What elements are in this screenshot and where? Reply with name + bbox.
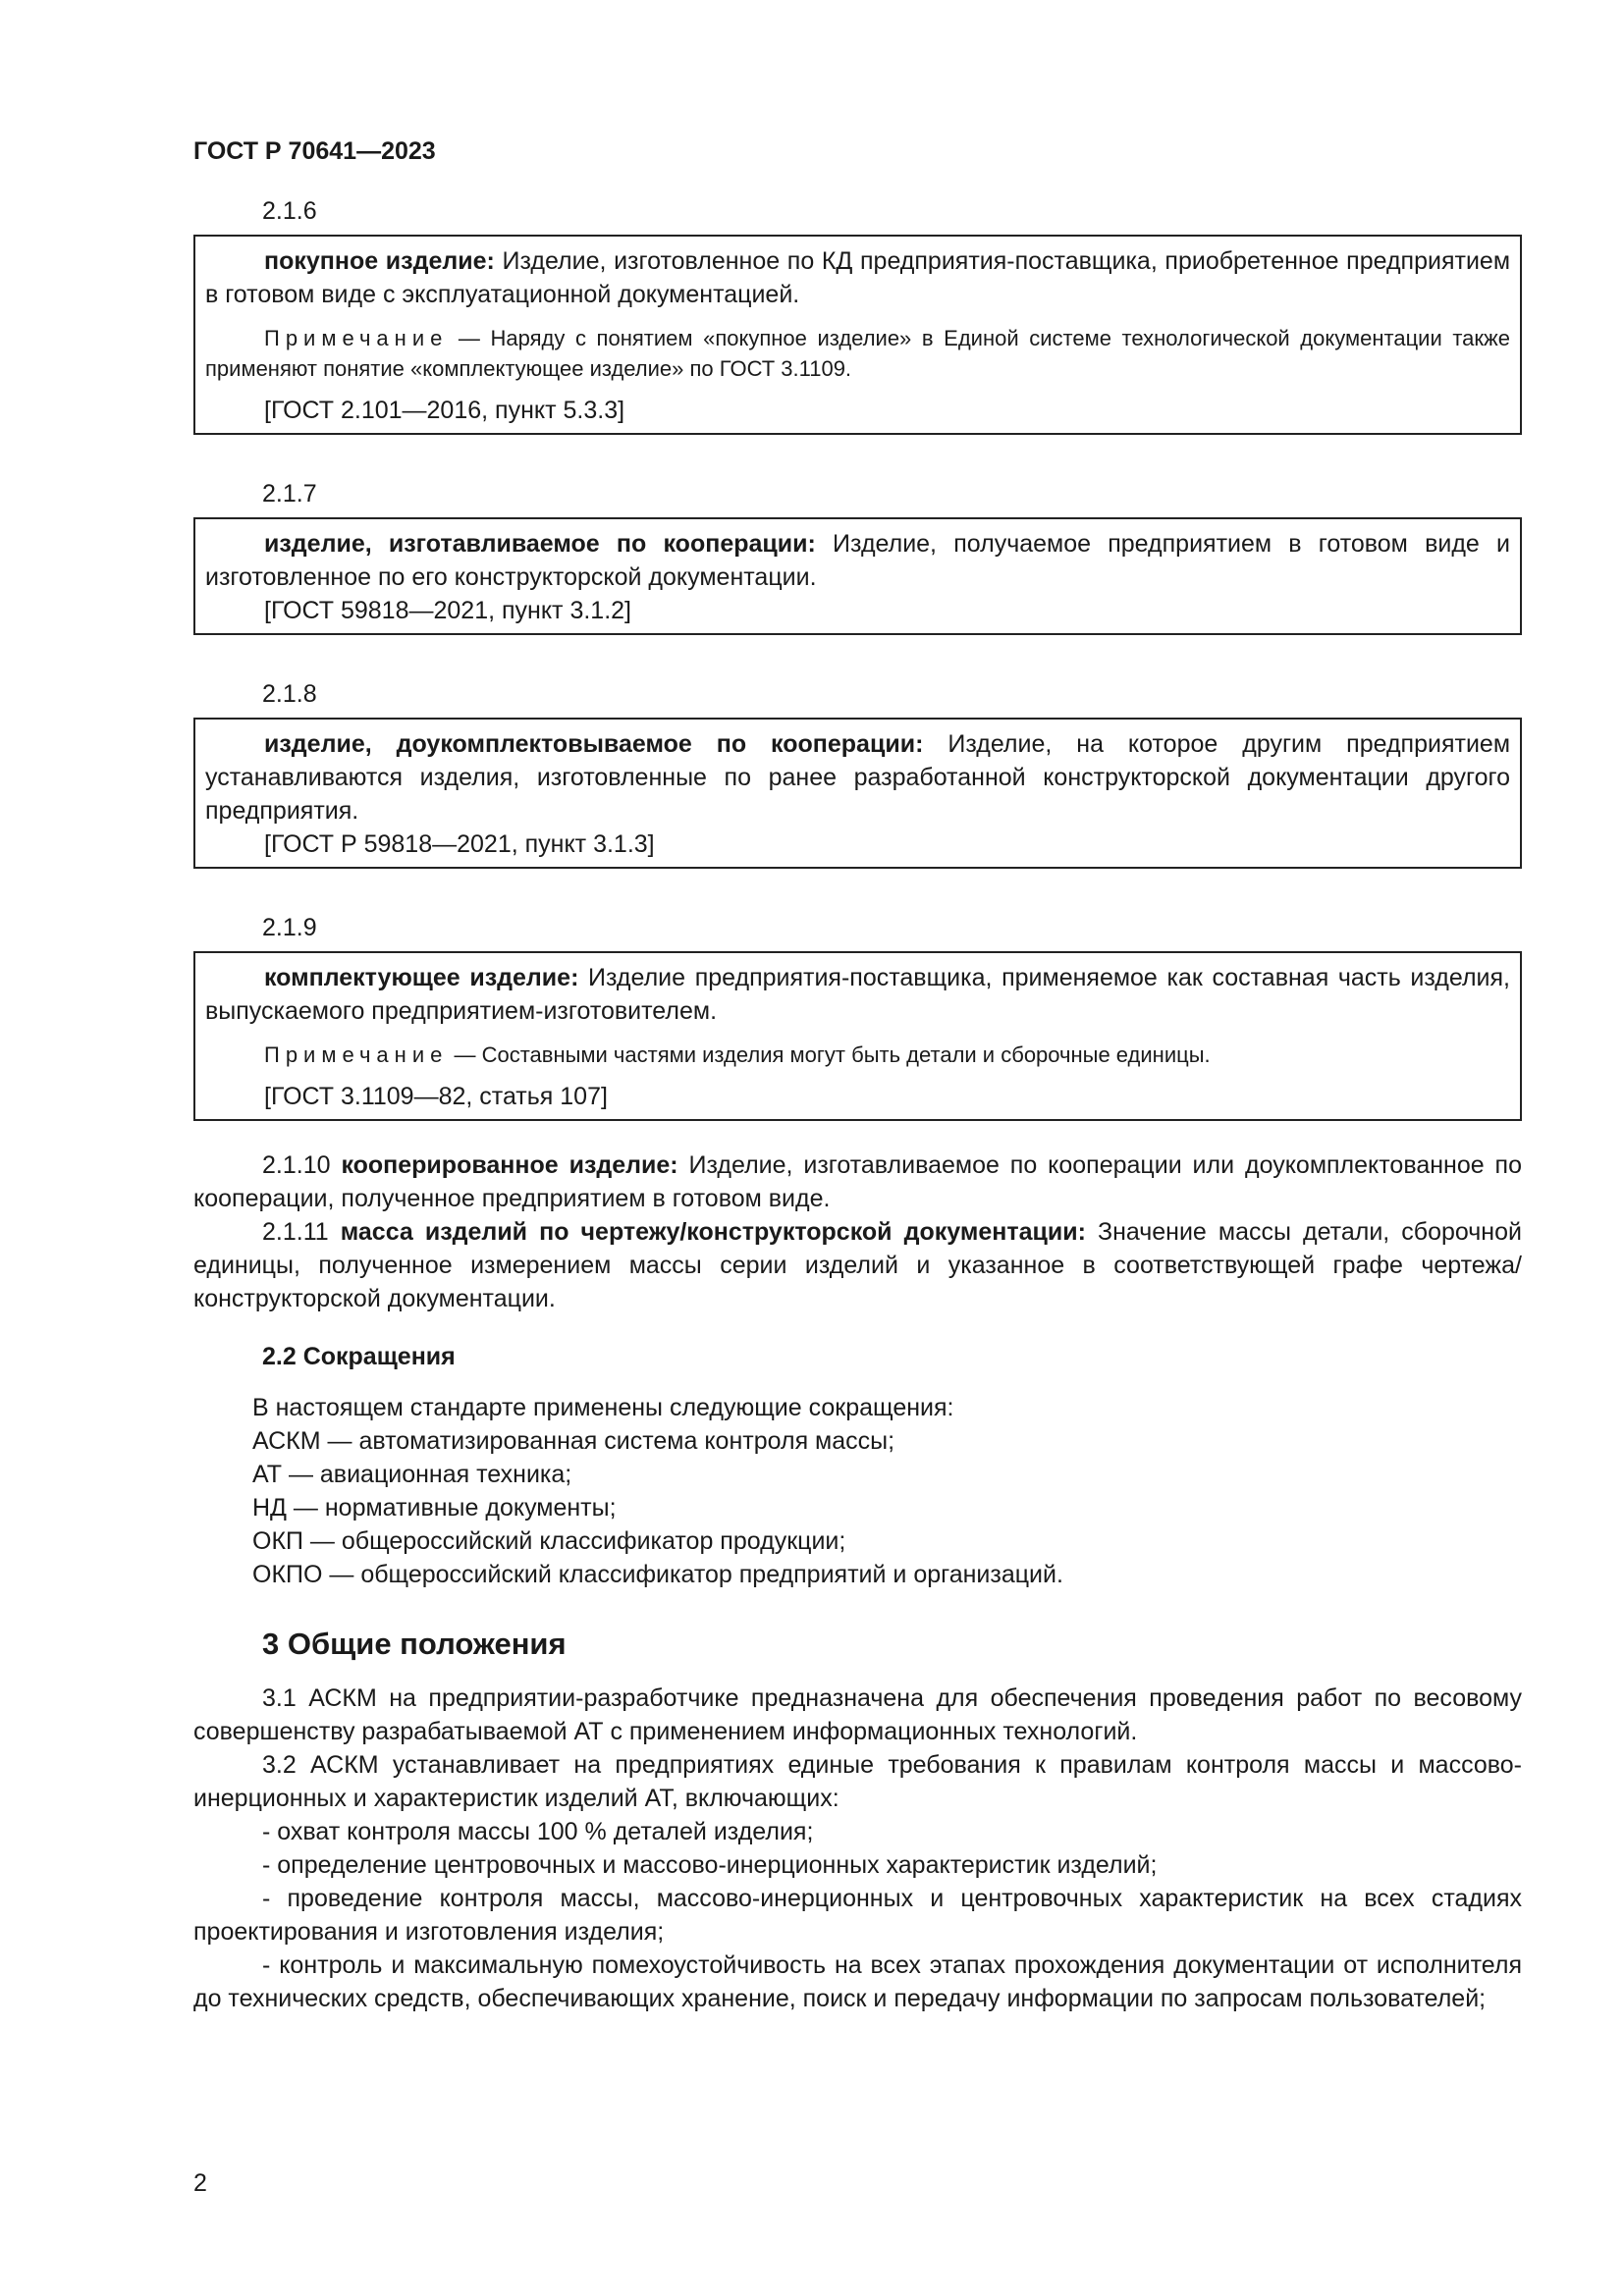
note-text: — Наряду с понятием «покупное изделие» в Единой системе технологической документации также применяют понятие «комплектующее изделие» по ГОСТ 3.1109.: [205, 326, 1510, 381]
document-header: ГОСТ Р 70641—2023: [193, 137, 436, 165]
term-definition: [205, 527, 1510, 594]
abbreviation-item: ОКПО — общероссийский классификатор предприятий и организаций.: [252, 1561, 1063, 1588]
term-definition: [205, 727, 1510, 828]
note-label: Примечание: [264, 326, 449, 350]
section-paragraph: 3.2 АСКМ устанавливает на предприятиях единые требования к правилам контроля массы и массово-инерционных и характеристик изделий АТ, включающих:: [193, 1751, 1522, 1812]
list-item: - проведение контроля массы, массово-инерционных и центровочных характеристик на всех стадиях проектирования и изготовления изделия;: [193, 1885, 1522, 1946]
term-reference: [ГОСТ Р 59818—2021, пункт 3.1.3]: [264, 830, 655, 858]
term-title: покупное изделие:: [264, 247, 495, 275]
term-box: [193, 718, 1522, 869]
section-title: 3 Общие положения: [262, 1627, 567, 1661]
abbreviation-item: АСКМ — автоматизированная система контроля массы;: [252, 1427, 895, 1455]
term-text: Изделие, получаемое предприятием в готовом виде и изготовленное по его конструкторской документации.: [205, 530, 1511, 591]
term-note: [205, 1040, 1510, 1070]
term-text: Изделие предприятия-поставщика, применяемое как составная часть изделия, выпускаемого предприятием-изготовителем.: [205, 964, 1510, 1025]
term-box: [193, 517, 1522, 635]
term-title: изделие, доукомплектовываемое по кооперации:: [264, 730, 924, 758]
list-item: - охват контроля массы 100 % деталей изделия;: [262, 1818, 814, 1845]
term-title: комплектующее изделие:: [264, 964, 579, 991]
term-box: [193, 235, 1522, 435]
abbreviation-item: АТ — авиационная техника;: [252, 1461, 572, 1488]
term-number: 2.1.6: [262, 197, 317, 225]
subsection-title: 2.2 Сокращения: [262, 1343, 456, 1370]
term-note: [205, 323, 1510, 384]
page-number: 2: [193, 2169, 207, 2197]
document-page: [193, 137, 1522, 2015]
term-definition: [205, 244, 1510, 311]
term-paragraph: [193, 1215, 1522, 1315]
term-text: Изделие, на которое другим предприятием устанавливаются изделия, изготовленные по ранее разработанной конструкторской документации другого предприятия.: [205, 730, 1511, 825]
term-definition: [205, 961, 1510, 1028]
term-number: 2.1.10: [262, 1151, 331, 1179]
term-box: [193, 951, 1522, 1121]
term-number: 2.1.11: [262, 1218, 329, 1246]
term-number: 2.1.9: [262, 914, 317, 941]
section-paragraph: 3.1 АСКМ на предприятии-разработчике предназначена для обеспечения проведения работ по весовому совершенству разрабатываемой АТ с применением информационных технологий.: [193, 1684, 1522, 1745]
term-title: изделие, изготавливаемое по кооперации:: [264, 530, 816, 558]
term-reference: [ГОСТ 2.101—2016, пункт 5.3.3]: [264, 397, 625, 424]
term-title: кооперированное изделие:: [341, 1151, 678, 1179]
note-text: — Составными частями изделия могут быть детали и сборочные единицы.: [448, 1042, 1211, 1067]
term-text: Изделие, изготавливаемое по кооперации или доукомплектованное по кооперации, полученное предприятием в готовом виде.: [193, 1151, 1522, 1212]
term-title: масса изделий по чертежу/конструкторской документации:: [340, 1218, 1086, 1246]
term-reference: [ГОСТ 59818—2021, пункт 3.1.2]: [264, 597, 631, 624]
term-text: Изделие, изготовленное по КД предприятия-поставщика, приобретенное предприятием в готовом виде с эксплуатационной документацией.: [205, 247, 1511, 308]
abbreviations-intro: В настоящем стандарте применены следующие сокращения:: [252, 1394, 954, 1421]
abbreviation-item: ОКП — общероссийский классификатор продукции;: [252, 1527, 846, 1555]
term-reference: [ГОСТ 3.1109—82, статья 107]: [264, 1083, 608, 1110]
abbreviation-item: НД — нормативные документы;: [252, 1494, 617, 1522]
term-number: 2.1.8: [262, 680, 317, 708]
term-text: Значение массы детали, сборочной единицы, полученное измерением массы серии изделий и указанное в соответствующей графе чертежа/конструкторской документации.: [193, 1218, 1522, 1312]
term-number: 2.1.7: [262, 480, 317, 507]
list-item: - контроль и максимальную помехоустойчивость на всех этапах прохождения документации от исполнителя до технических средств, обеспечивающих хранение, поиск и передачу информации по запросам пользователей;: [193, 1951, 1522, 2012]
term-paragraph: [193, 1148, 1522, 1215]
note-label: Примечание: [264, 1042, 449, 1067]
list-item: - определение центровочных и массово-инерционных характеристик изделий;: [262, 1851, 1158, 1879]
